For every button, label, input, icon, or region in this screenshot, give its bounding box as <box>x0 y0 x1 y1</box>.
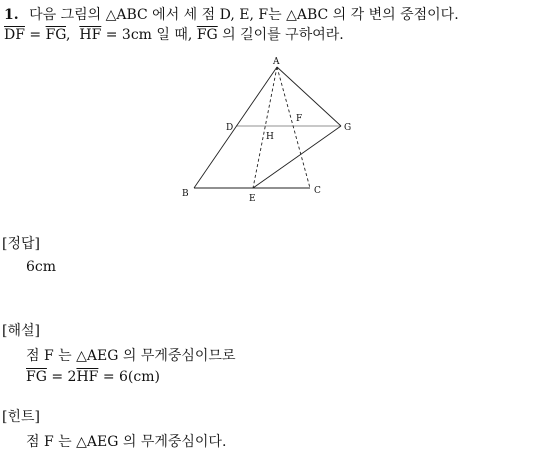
label-b: B <box>182 189 189 199</box>
label-d: D <box>226 123 234 133</box>
segment-hf: $\overline{HF}$ <box>79 27 102 43</box>
explanation-line-1: 점 F 는 △AEG 의 무게중심이므로 <box>26 348 236 364</box>
problem-number: 1. <box>4 7 19 23</box>
separator: , <box>66 27 80 43</box>
problem-tail: 의 길이를 구하여라. <box>217 27 344 43</box>
segment-df: $\overline{DF}$ <box>4 27 25 43</box>
problem-text-1: 다음 그림의 △ABC 에서 세 점 D, E, F는 △ABC 의 각 변의 중점이다. <box>29 7 459 23</box>
segment-ag <box>277 67 341 126</box>
segment-fg-3: $\overline{FG}$ <box>26 369 47 385</box>
label-c: C <box>314 186 321 196</box>
segment-hf-2: $\overline{HF}$ <box>76 369 99 385</box>
segment-fg-2: $\overline{FG}$ <box>196 27 218 43</box>
label-h: H <box>266 132 274 142</box>
label-g: G <box>344 123 352 133</box>
segment-fg: $\overline{FG}$ <box>45 27 66 43</box>
hf-value: = 3cm 일 때, <box>101 27 197 43</box>
label-a: A <box>273 57 280 67</box>
equation-tail: = 6(cm) <box>98 369 160 385</box>
explanation-header: [해설] <box>2 323 40 339</box>
hint-line-1: 점 F 는 △AEG 의 무게중심이다. <box>26 434 227 450</box>
answer-value: 6cm <box>26 259 57 275</box>
hint-header: [힌트] <box>2 409 40 425</box>
equation-mid: = 2 <box>46 369 77 385</box>
label-e: E <box>249 194 256 204</box>
label-f: F <box>296 114 303 124</box>
explanation-line-2 <box>26 369 160 385</box>
answer-header: [정답] <box>2 236 40 252</box>
side-ac <box>277 67 310 188</box>
equals-sign: = <box>24 27 46 43</box>
